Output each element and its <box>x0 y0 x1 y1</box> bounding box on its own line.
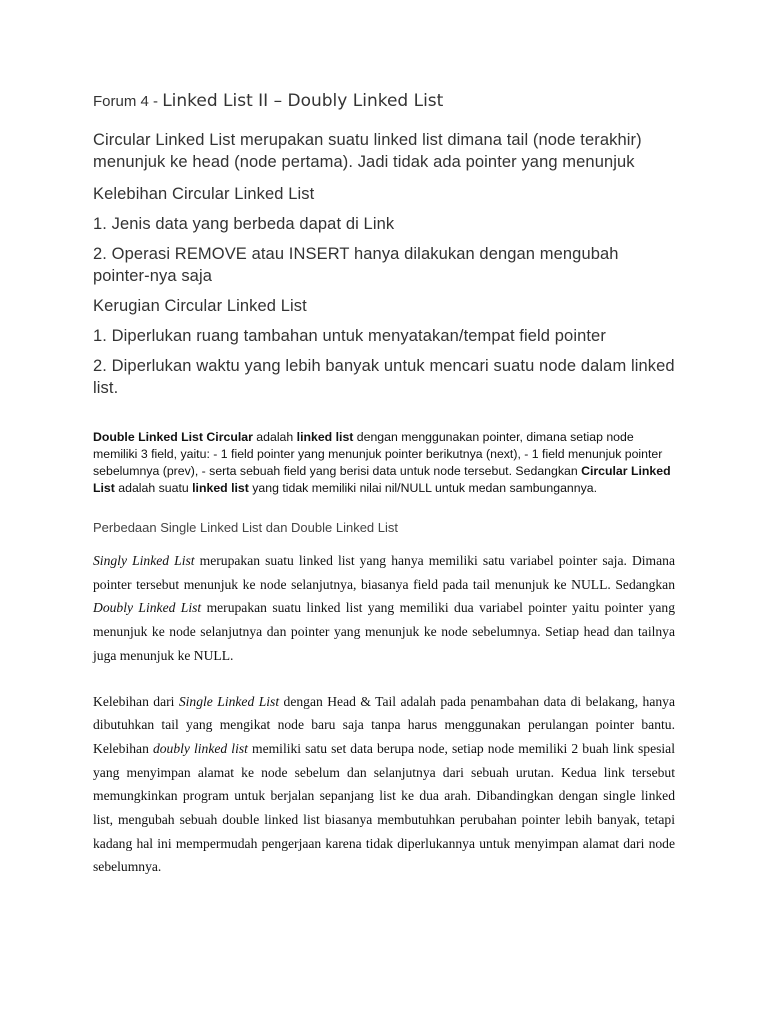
term-doubly-linked-list: doubly linked list <box>152 740 248 756</box>
term-linked-list: linked list <box>296 430 354 444</box>
text-segment: memiliki satu set data berupa node, setiap node memiliki 2 buah link spesial yang menyimpan alamat ke node sebelum dan selanjutnya dari sebuah urutan. Kedua link tersebut memungkinkan program untuk berjalan sepanjang list ke dua arah. Dibandingkan dengan single linked list, mengubah sebuah double linked list biasanya membutuhkan perubahan pointer lebih banyak, tetapi kadang hal ini mempermudah pengerjaan karena tidak diperlukannya untuk menyimpan alamat dari node sebelumnya. <box>93 740 675 875</box>
text-segment: adalah <box>252 430 297 444</box>
comparison-paragraph-1 <box>93 549 675 668</box>
title-main: Linked List II – Doubly Linked List <box>162 91 444 111</box>
intro-paragraph: Circular Linked List merupakan suatu linked list dimana tail (node terakhir) menunjuk ke head (node pertama). Jadi tidak ada pointer yang menunjuk <box>93 131 642 171</box>
advantages-heading: Kelebihan Circular Linked List <box>93 185 315 203</box>
text-segment: adalah suatu <box>114 481 193 495</box>
term-doubly-linked-list: Doubly Linked List <box>93 600 202 616</box>
text-segment: dengan menggunakan pointer, dimana setiap node memiliki 3 field, yaitu: - 1 field pointer yang menunjuk pointer berikutnya (next), - 1 field menunjuk pointer sebelumnya (prev), - serta sebuah field yang berisi data untuk node tersebut. Sedangkan <box>93 430 663 478</box>
text-segment: merupakan suatu linked list yang hanya memiliki satu variabel pointer saja. Dimana pointer tersebut menunjuk ke node selanjutnya, biasanya field pada tail menunjuk ke NULL. Sedangkan <box>93 553 675 592</box>
text-segment: merupakan suatu linked list yang memiliki dua variabel pointer yaitu pointer yang menunjuk ke node selanjutnya dan pointer yang menunjuk ke node sebelumnya. Setiap head dan tailnya juga menunjuk ke NULL. <box>93 600 675 663</box>
term-single-linked-list: Single Linked List <box>178 693 280 709</box>
term-double-linked-list-circular: Double Linked List Circular <box>93 430 253 444</box>
title-prefix: Forum 4 - <box>93 93 163 110</box>
comparison-paragraph-2 <box>93 690 675 880</box>
comparison-heading: Perbedaan Single Linked List dan Double Linked List <box>93 520 398 535</box>
term-circular-linked-list: Circular Linked List <box>93 464 671 495</box>
disadvantage-item-2: 2. Diperlukan waktu yang lebih banyak untuk mencari suatu node dalam linked list. <box>93 357 675 397</box>
term-singly-linked-list: Singly Linked List <box>93 553 195 568</box>
page-title <box>93 88 675 115</box>
document-page <box>93 88 675 879</box>
advantage-item-2: 2. Operasi REMOVE atau INSERT hanya dilakukan dengan mengubah pointer-nya saja <box>93 245 619 285</box>
disadvantage-item-1: 1. Diperlukan ruang tambahan untuk menyatakan/tempat field pointer <box>93 327 606 345</box>
text-segment: yang tidak memiliki nilai nil/NULL untuk medan sambungannya. <box>248 481 597 495</box>
text-segment: dengan Head & Tail adalah pada penambahan data di belakang, hanya dibutuhkan tail yang mengikat node baru saja tanpa harus menggunakan perulangan pointer bantu. Kelebihan <box>93 693 675 756</box>
double-circular-paragraph <box>93 429 675 497</box>
text-segment: Kelebihan dari <box>93 693 179 709</box>
disadvantages-heading: Kerugian Circular Linked List <box>93 297 307 315</box>
advantage-item-1: 1. Jenis data yang berbeda dapat di Link <box>93 215 395 233</box>
term-linked-list: linked list <box>192 481 249 495</box>
